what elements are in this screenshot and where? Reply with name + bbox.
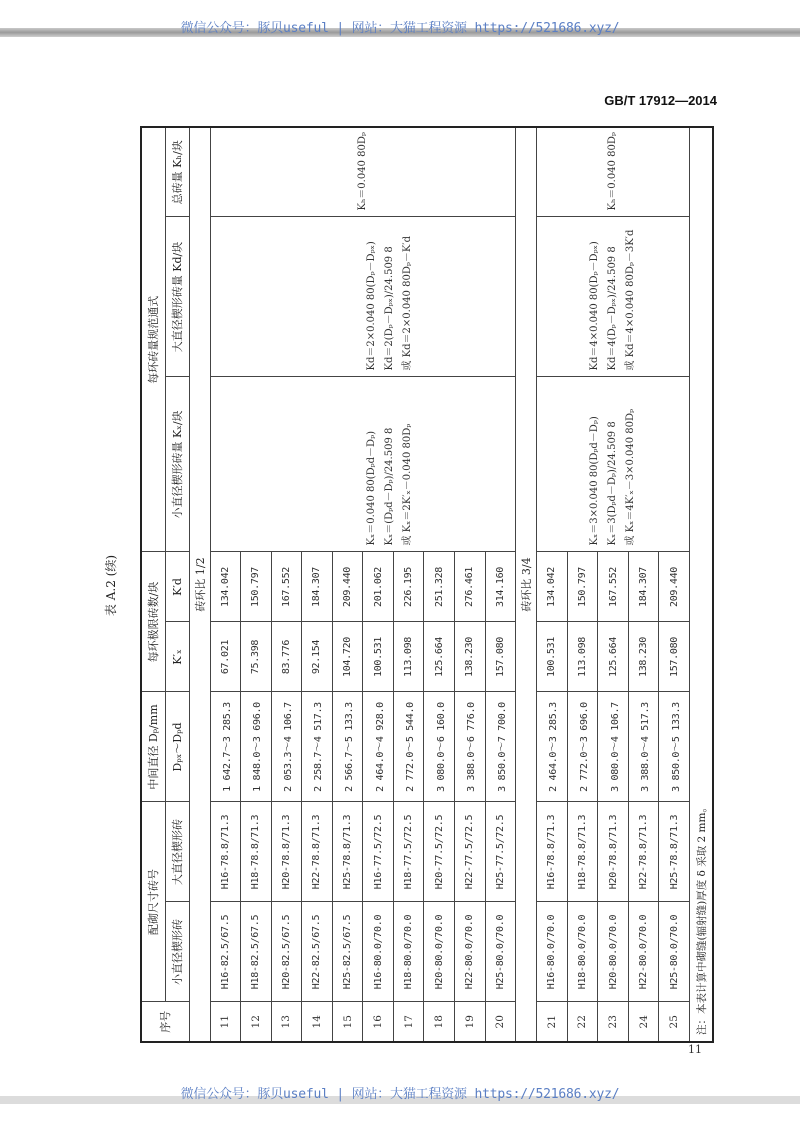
cell-small: H18-80.0/70.0 (393, 902, 424, 1002)
cell-large: H16-78.8/71.3 (210, 802, 241, 902)
cell-small: H25-80.0/70.0 (659, 902, 690, 1002)
table-row (363, 127, 394, 1042)
header-small-wedge: 小直径楔形砖 (165, 902, 189, 1002)
formula-line: 或 Kₓ＝2K′ₓ－0.040 80Dₚ (401, 423, 413, 546)
formula-line: Kd＝2(Dₚ－Dₚₓ)/24.509 8 (383, 246, 395, 371)
header-seq: 序号 (141, 1002, 189, 1042)
cell-large: H20-77.5/72.5 (424, 802, 455, 902)
section-title: 砖环比 3/4 (516, 127, 537, 1042)
formula-line: 或 Kd＝4×0.040 80Dₚ－3K′d (625, 229, 637, 371)
cell-kx: 138.230 (628, 622, 659, 692)
cell-range: 3 080.0～4 106.7 (598, 692, 629, 802)
formula-line: Kd＝4×0.040 80(Dₚ－Dₚₓ) (589, 241, 601, 371)
header-mid-range: Dₚₓ～Dₚd (165, 692, 189, 802)
cell-no: 18 (424, 1002, 455, 1042)
standard-number: GB/T 17912—2014 (604, 93, 717, 108)
total-formula-2 (537, 127, 690, 217)
formula-line: Kd＝4(Dₚ－Dₚₓ)/24.509 8 (607, 246, 619, 371)
cell-large: H16-77.5/72.5 (363, 802, 394, 902)
header-limit-count: 每环极限砖数/块 (141, 552, 165, 692)
formula-line: 或 Kd＝2×0.040 80Dₚ－K′d (401, 236, 413, 371)
cell-range: 3 850.0～5 133.3 (659, 692, 690, 802)
cell-range: 2 772.0～5 544.0 (393, 692, 424, 802)
formula-line: 或 Kₓ＝4K′ₓ－3×0.040 80Dₚ (625, 408, 637, 546)
cell-range: 3 850.0～7 700.0 (485, 692, 516, 802)
table-note: 注：本表计算中砌缝(辐射缝)厚度 δ 采取 2 mm。 (690, 127, 714, 1042)
cell-no: 15 (332, 1002, 363, 1042)
cell-kd: 201.062 (363, 552, 394, 622)
cell-kx: 113.098 (393, 622, 424, 692)
cell-kd: 134.042 (537, 552, 568, 622)
cell-large: H25-77.5/72.5 (485, 802, 516, 902)
header-kd-prime: K′d (165, 552, 189, 622)
cell-kd: 209.440 (659, 552, 690, 622)
cell-range: 3 080.0～6 160.0 (424, 692, 455, 802)
cell-small: H20-80.0/70.0 (598, 902, 629, 1002)
watermark-text-top: 微信公众号：豚贝useful | 网站：大猫工程资源 https://521686.xyz/ (180, 21, 620, 36)
cell-kd: 150.797 (567, 552, 598, 622)
formula-line: Kₓ＝0.040 80(Dₚd－Dₚ) (365, 431, 377, 546)
cell-small: H20-82.5/67.5 (271, 902, 302, 1002)
cell-kx: 157.080 (659, 622, 690, 692)
cell-large: H18-77.5/72.5 (393, 802, 424, 902)
empty-cell (210, 377, 363, 552)
cell-no: 11 (210, 1002, 241, 1042)
cell-kd: 209.440 (332, 552, 363, 622)
cell-kd: 184.307 (302, 552, 333, 622)
cell-range: 3 388.0～4 517.3 (628, 692, 659, 802)
cell-no: 24 (628, 1002, 659, 1042)
cell-kd: 276.461 (455, 552, 486, 622)
cell-small: H18-82.5/67.5 (241, 902, 272, 1002)
cell-no: 12 (241, 1002, 272, 1042)
cell-kd: 167.552 (598, 552, 629, 622)
brick-ring-table (140, 126, 714, 1043)
cell-large: H16-78.8/71.3 (537, 802, 568, 902)
cell-small: H18-80.0/70.0 (567, 902, 598, 1002)
cell-kx: 92.154 (302, 622, 333, 692)
formula-line: Kd＝2×0.040 80(Dₚ－Dₚₓ) (365, 241, 377, 371)
header-kx-prime: K′ₓ (165, 622, 189, 692)
header-mid-diameter: 中间直径 Dₚ/mm (141, 692, 165, 802)
cell-kx: 100.531 (537, 622, 568, 692)
cell-kx: 113.098 (567, 622, 598, 692)
cell-range: 2 053.3～4 106.7 (271, 692, 302, 802)
cell-kd: 314.160 (485, 552, 516, 622)
cell-kd: 150.797 (241, 552, 272, 622)
cell-kx: 100.531 (363, 622, 394, 692)
cell-kx: 104.720 (332, 622, 363, 692)
cell-kx: 157.080 (485, 622, 516, 692)
section-title: 砖环比 1/2 (189, 127, 210, 1042)
cell-kx: 125.664 (598, 622, 629, 692)
cell-no: 17 (393, 1002, 424, 1042)
cell-range: 1 642.7～3 285.3 (210, 692, 241, 802)
watermark-text-bottom: 微信公众号：豚贝useful | 网站：大猫工程资源 https://521686.xyz/ (180, 1087, 620, 1102)
cell-no: 25 (659, 1002, 690, 1042)
cell-no: 21 (537, 1002, 568, 1042)
cell-kx: 138.230 (455, 622, 486, 692)
page-number: 11 (688, 1043, 702, 1056)
table-row (537, 127, 568, 1042)
total-formula-1 (210, 127, 516, 217)
cell-large: H22-78.8/71.3 (302, 802, 333, 902)
cell-range: 2 464.0～3 285.3 (537, 692, 568, 802)
header-size-code: 配砌尺寸砖号 (141, 802, 165, 1002)
formula-line: Kₓ＝(Dₚd－Dₚ)/24.509 8 (383, 427, 395, 546)
empty-cell (210, 217, 363, 377)
small-formula-2 (537, 377, 690, 552)
cell-kd: 184.307 (628, 552, 659, 622)
rotated-table-container (104, 128, 714, 1043)
cell-large: H18-78.8/71.3 (241, 802, 272, 902)
cell-no: 13 (271, 1002, 302, 1042)
formula-line: Kₓ＝3(Dₚd－Dₚ)/24.509 8 (607, 421, 619, 546)
header-small-formula: 小直径楔形砖量 Kₓ/块 (165, 377, 189, 552)
formula-line: Kₕ＝0.040 80Dₚ (356, 132, 368, 211)
cell-small: H25-80.0/70.0 (485, 902, 516, 1002)
cell-no: 22 (567, 1002, 598, 1042)
cell-small: H20-80.0/70.0 (424, 902, 455, 1002)
cell-large: H18-78.8/71.3 (567, 802, 598, 902)
header-total: 总砖量 Kₕ/块 (165, 127, 189, 217)
large-formula-1 (363, 217, 516, 377)
cell-range: 2 772.0～3 696.0 (567, 692, 598, 802)
table-row (210, 127, 241, 1042)
cell-kx: 83.776 (271, 622, 302, 692)
cell-range: 2 464.0～4 928.0 (363, 692, 394, 802)
cell-small: H25-82.5/67.5 (332, 902, 363, 1002)
cell-no: 14 (302, 1002, 333, 1042)
cell-small: H16-82.5/67.5 (210, 902, 241, 1002)
cell-small: H16-80.0/70.0 (537, 902, 568, 1002)
cell-small: H16-80.0/70.0 (363, 902, 394, 1002)
cell-small: H22-82.5/67.5 (302, 902, 333, 1002)
cell-kd: 134.042 (210, 552, 241, 622)
cell-large: H22-77.5/72.5 (455, 802, 486, 902)
cell-no: 19 (455, 1002, 486, 1042)
cell-large: H22-78.8/71.3 (628, 802, 659, 902)
cell-kx: 67.021 (210, 622, 241, 692)
table-block (104, 128, 714, 1043)
cell-kx: 75.398 (241, 622, 272, 692)
cell-small: H22-80.0/70.0 (455, 902, 486, 1002)
cell-kd: 251.328 (424, 552, 455, 622)
cell-kd: 226.195 (393, 552, 424, 622)
cell-no: 16 (363, 1002, 394, 1042)
cell-range: 3 388.0～6 776.0 (455, 692, 486, 802)
cell-no: 20 (485, 1002, 516, 1042)
table-caption: 表 A.2 (续) (104, 554, 118, 617)
cell-large: H20-78.8/71.3 (271, 802, 302, 902)
cell-range: 2 566.7～5 133.3 (332, 692, 363, 802)
header-large-wedge: 大直径楔形砖 (165, 802, 189, 902)
small-formula-1 (363, 377, 516, 552)
header-formula: 每环砖量规范通式 (141, 127, 165, 552)
cell-small: H22-80.0/70.0 (628, 902, 659, 1002)
cell-no: 23 (598, 1002, 629, 1042)
cell-kx: 125.664 (424, 622, 455, 692)
cell-range: 2 258.7～4 517.3 (302, 692, 333, 802)
cell-kd: 167.552 (271, 552, 302, 622)
cell-range: 1 848.0～3 696.0 (241, 692, 272, 802)
cell-large: H25-78.8/71.3 (332, 802, 363, 902)
formula-line: Kₕ＝0.040 80Dₚ (607, 132, 619, 211)
formula-line: Kₓ＝3×0.040 80(Dₚd－Dₚ) (589, 416, 601, 546)
cell-large: H20-78.8/71.3 (598, 802, 629, 902)
large-formula-2 (537, 217, 690, 377)
cell-large: H25-78.8/71.3 (659, 802, 690, 902)
header-large-formula: 大直径楔形砖量 Kd/块 (165, 217, 189, 377)
